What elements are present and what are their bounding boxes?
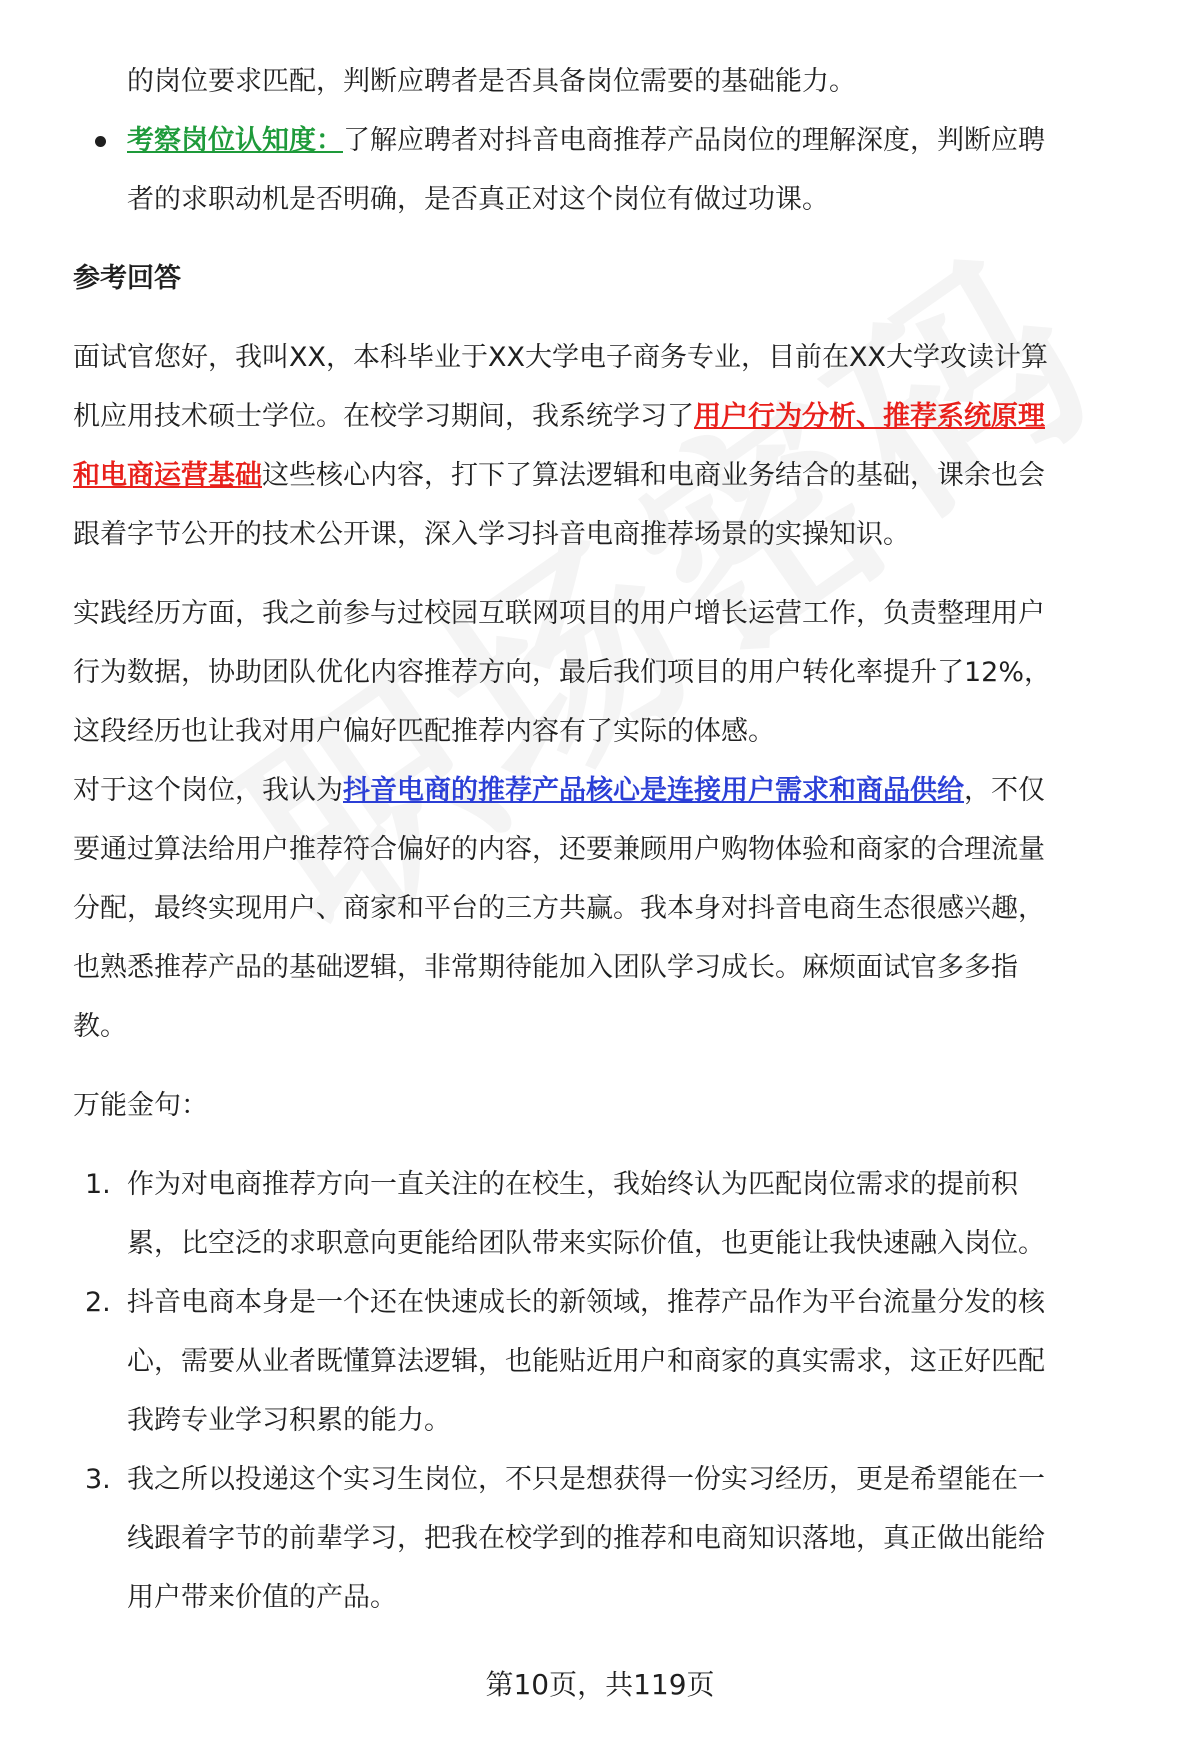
list-item-line: 用户带来价值的产品。 [127,1582,397,1613]
para1-line1: 面试官您好，我叫XX，本科毕业于XX大学电子商务专业，目前在XX大学攻读计算 [73,342,1048,373]
section-heading: 参考回答 [73,263,181,294]
paragraph-experience [73,584,1148,761]
list-item-line: 抖音电商本身是一个还在快速成长的新领域，推荐产品作为平台流量分发的核 [127,1287,1045,1318]
golden-sentences-label: 万能金句： [73,1090,208,1121]
para2-line2: 行为数据，协助团队优化内容推荐方向，最后我们项目的用户转化率提升了12%， [73,657,1052,688]
para3-line1-post: ，不仅 [964,775,1045,806]
list-number: 2. [85,1287,111,1318]
bullet-line-1 [127,111,1148,170]
list-item [73,1450,1148,1627]
bullet-line-2: 者的求职动机是否明确，是否真正对这个岗位有做过功课。 [127,184,829,215]
para1-line3-text: 这些核心内容，打下了算法逻辑和电商业务结合的基础，课余也会 [262,460,1045,491]
highlight-red-a: 用户行为分析、推荐系统原理 [694,401,1045,432]
highlight-red-b: 和电商运营基础 [73,460,262,491]
para1-line4: 跟着字节公开的技术公开课，深入学习抖音电商推荐场景的实操知识。 [73,519,910,550]
para3-line1-text: 对于这个岗位，我认为 [73,775,343,806]
para1-line3 [73,446,1148,505]
page-number: 第10页，共119页 [485,1668,715,1701]
page-content [73,52,1148,1627]
bullet-dot-icon [95,136,106,147]
list-number: 1. [85,1169,111,1200]
list-item-line: 累，比空泛的求职意向更能给团队带来实际价值，也更能让我快速融入岗位。 [127,1228,1045,1259]
bullet-item [73,111,1148,229]
continued-text: 的岗位要求匹配，判断应聘者是否具备岗位需要的基础能力。 [127,66,856,97]
para1-line2 [73,387,1148,446]
list-item-line: 我跨专业学习积累的能力。 [127,1405,451,1436]
list-item [73,1155,1148,1273]
list-item-line: 作为对电商推荐方向一直关注的在校生，我始终认为匹配岗位需求的提前积 [127,1169,1018,1200]
list-item-line: 心，需要从业者既懂算法逻辑，也能贴近用户和商家的真实需求，这正好匹配 [127,1346,1045,1377]
highlight-blue: 抖音电商的推荐产品核心是连接用户需求和商品供给 [343,775,964,806]
list-number: 3. [85,1464,111,1495]
para3-line4: 也熟悉推荐产品的基础逻辑，非常期待能加入团队学习成长。麻烦面试官多多指 [73,952,1018,983]
para2-line1: 实践经历方面，我之前参与过校园互联网项目的用户增长运营工作，负责整理用户 [73,598,1045,629]
para3-line3: 分配，最终实现用户、商家和平台的三方共赢。我本身对抖音电商生态很感兴趣， [73,893,1045,924]
list-item-line: 我之所以投递这个实习生岗位，不只是想获得一份实习经历，更是希望能在一 [127,1464,1045,1495]
bullet-label: 考察岗位认知度： [127,125,343,156]
numbered-list [73,1155,1148,1627]
paragraph-intro [73,328,1148,564]
paragraph-role [73,761,1148,1056]
para3-line2: 要通过算法给用户推荐符合偏好的内容，还要兼顾用户购物体验和商家的合理流量 [73,834,1045,865]
para3-line5: 教。 [73,1011,127,1042]
list-item [73,1273,1148,1450]
para2-line3: 这段经历也让我对用户偏好匹配推荐内容有了实际的体感。 [73,716,775,747]
list-item-line: 线跟着字节的前辈学习，把我在校学到的推荐和电商知识落地，真正做出能给 [127,1523,1045,1554]
para1-line2-text: 机应用技术硕士学位。在校学习期间，我系统学习了 [73,401,694,432]
para3-line1 [73,761,1148,820]
bullet-text-1: 了解应聘者对抖音电商推荐产品岗位的理解深度，判断应聘 [343,125,1045,156]
